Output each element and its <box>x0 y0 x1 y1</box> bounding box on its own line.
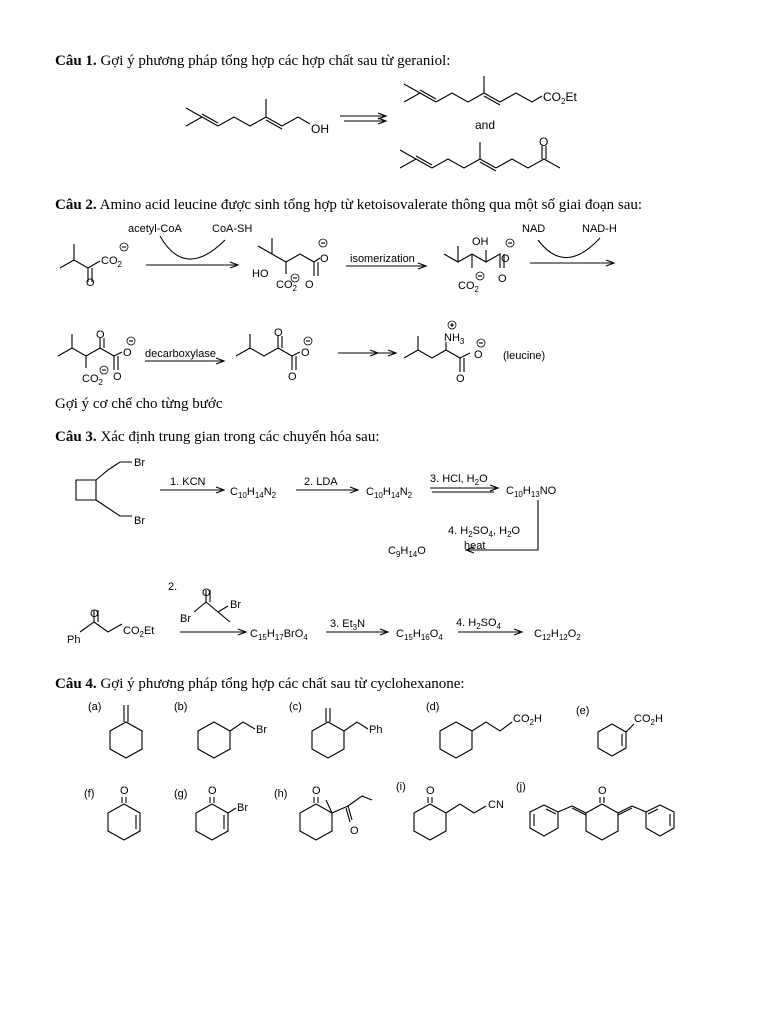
svg-text:O: O <box>456 373 465 385</box>
svg-text:O: O <box>123 347 132 359</box>
svg-text:1. KCN: 1. KCN <box>170 476 206 488</box>
svg-text:(d): (d) <box>426 701 440 713</box>
structure-d <box>426 701 542 758</box>
q4-structures <box>0 700 768 850</box>
svg-text:O: O <box>90 608 99 620</box>
svg-text:(a): (a) <box>88 701 102 713</box>
q3b-scheme <box>0 570 768 660</box>
svg-text:O: O <box>320 253 329 265</box>
svg-text:O: O <box>288 371 297 383</box>
question-2-label: Câu 2. <box>55 197 97 213</box>
svg-text:Br: Br <box>237 802 248 814</box>
q2-mechanism-note: Gợi ý cơ chế cho từng bước <box>55 396 223 412</box>
svg-text:O: O <box>305 279 314 291</box>
svg-text:CO2: $CO_2$ <box>82 373 103 387</box>
question-4-label: Câu 4. <box>55 676 97 692</box>
isomerized-structure <box>444 236 514 294</box>
svg-text:(h): (h) <box>274 788 288 800</box>
question-4-heading <box>55 675 465 693</box>
structure-h <box>274 785 372 840</box>
svg-text:CO2: $CO_2$ <box>276 279 297 293</box>
nad-label: NAD <box>522 223 546 235</box>
q2-arrow-5 <box>338 350 396 356</box>
q2-arrow-1 <box>128 223 252 268</box>
structure-j <box>516 781 674 840</box>
svg-text:O: O <box>426 785 435 797</box>
svg-text:(e): (e) <box>576 705 590 717</box>
coa-sh-label: CoA-SH <box>212 223 253 235</box>
structure-e <box>576 705 663 756</box>
svg-text:O: O <box>301 347 310 359</box>
question-1-heading <box>55 52 450 70</box>
dibromide-structure <box>76 457 145 527</box>
svg-text:O: O <box>350 825 359 837</box>
svg-text:Ph: Ph <box>369 724 383 736</box>
svg-text:Br: Br <box>256 724 267 736</box>
svg-text:O: O <box>498 273 507 285</box>
svg-text:2.: 2. <box>168 581 178 593</box>
q3a-scheme <box>0 452 768 564</box>
svg-text:CN: CN <box>488 799 504 811</box>
q3a-step1 <box>160 476 224 493</box>
svg-text:O: O <box>501 253 510 265</box>
svg-text:O: O <box>113 371 122 383</box>
co2et-label: $CO_2Et$ <box>543 90 577 106</box>
svg-text:O: O <box>598 785 607 797</box>
ketone-o-label: O <box>539 135 549 149</box>
formula-c15h16o4: $C_{15}H_{16}O_4$ <box>396 628 443 642</box>
svg-text:NH3: $NH_3$ <box>444 332 465 346</box>
decarboxylase-label: decarboxylase <box>145 348 216 360</box>
ketoester-structure <box>67 608 154 646</box>
hydroxy-acid-structure <box>252 238 329 293</box>
svg-text:CO2H: $CO_2H$ <box>513 713 542 727</box>
svg-text:CO2Et: $CO_2Et$ <box>123 625 155 639</box>
structure-g <box>174 785 248 840</box>
svg-text:O: O <box>208 785 217 797</box>
svg-text:O: O <box>312 785 321 797</box>
q3a-step2 <box>296 476 358 493</box>
svg-text:(i): (i) <box>396 781 406 793</box>
q3b-step3 <box>326 618 388 635</box>
svg-text:CO2: $CO_2$ <box>101 255 122 269</box>
q2-arrow-2 <box>346 253 426 269</box>
question-3-text: Xác định trung gian trong các chuyển hóa sau: <box>100 429 380 445</box>
svg-text:O: O <box>202 587 211 599</box>
ketoisocaproate-structure <box>236 327 312 383</box>
question-1-label: Câu 1. <box>55 53 97 69</box>
ketone-product-structure <box>400 135 560 171</box>
svg-text:(j): (j) <box>516 781 526 793</box>
question-2-heading <box>55 196 642 214</box>
and-label: and <box>475 118 496 132</box>
svg-text:3. HCl, H2O: 3. HCl, $H_2O$ <box>430 473 488 487</box>
structure-a <box>88 701 142 758</box>
svg-text:4. H2SO4: 4. $H_2SO_4$ <box>456 617 501 631</box>
svg-text:(c): (c) <box>289 701 302 713</box>
q2-arrow-3 <box>522 223 617 266</box>
svg-text:Br: Br <box>230 599 241 611</box>
geraniol-structure <box>186 99 329 136</box>
leucine-label: (leucine) <box>503 350 546 362</box>
oh-label: OH <box>311 122 329 136</box>
question-4-text: Gợi ý phương pháp tổng hợp các chất sau từ cyclohexanone: <box>100 676 465 692</box>
formula-c10h13no: $C_{10}H_{13}NO$ <box>506 485 557 499</box>
svg-text:Br: Br <box>134 457 145 469</box>
question-3-heading <box>55 428 380 446</box>
svg-text:CO2: $CO_2$ <box>458 280 479 294</box>
svg-text:O: O <box>120 785 129 797</box>
formula-c10h14n2-2: $C_{10}H_{14}N_2$ <box>366 486 413 500</box>
svg-text:heat: heat <box>464 540 486 552</box>
question-1-text: Gợi ý phương pháp tổng hợp các hợp chất sau từ geraniol: <box>100 53 451 69</box>
keto-acid-structure <box>58 329 135 387</box>
structure-f <box>84 785 140 840</box>
q2-arrow-4 <box>145 348 224 364</box>
svg-text:3. Et3N: 3. $Et_3N$ <box>330 618 366 632</box>
svg-text:O: O <box>96 329 105 341</box>
ketoisovalerate-structure <box>60 243 128 289</box>
svg-text:HO: HO <box>252 268 269 280</box>
nadh-label: NAD-H <box>582 223 617 235</box>
q3b-step4 <box>456 617 522 635</box>
q1-arrow <box>340 113 386 124</box>
q3a-step3 <box>430 473 498 492</box>
q3b-step2 <box>168 581 246 635</box>
formula-c15h17bro4: $C_{15}H_{17}BrO_4$ <box>250 628 308 642</box>
q2-scheme-row2 <box>0 320 768 390</box>
svg-text:4. H2SO4, H2O: 4. $H_2SO_4$, $H_2O$ <box>448 525 521 539</box>
q2-scheme-row1 <box>0 222 768 297</box>
question-2-text: Amino acid leucine được sinh tổng hợp từ ketoisovalerate thông qua một số giai đoạn sau: <box>99 197 643 213</box>
leucine-structure <box>404 321 545 385</box>
svg-text:OH: OH <box>472 236 489 248</box>
formula-c9h14o: $C_9H_{14}O$ <box>388 545 426 559</box>
isomerization-label: isomerization <box>350 253 415 265</box>
svg-text:O: O <box>86 277 95 289</box>
svg-text:Br: Br <box>180 613 191 625</box>
svg-text:(g): (g) <box>174 788 188 800</box>
svg-text:(f): (f) <box>84 788 95 800</box>
ester-product-structure <box>404 76 577 106</box>
structure-b <box>174 701 267 758</box>
structure-i <box>396 781 504 840</box>
q3a-step4 <box>448 500 538 553</box>
svg-text:O: O <box>474 349 483 361</box>
svg-text:CO2H: $CO_2H$ <box>634 713 663 727</box>
svg-text:2. LDA: 2. LDA <box>304 476 338 488</box>
formula-c12h12o2: $C_{12}H_{12}O_2$ <box>534 628 581 642</box>
svg-text:Ph: Ph <box>67 634 81 646</box>
formula-c10h14n2-1: $C_{10}H_{14}N_2$ <box>230 486 277 500</box>
svg-text:O: O <box>274 327 283 339</box>
acetyl-coa-label: acetyl-CoA <box>128 223 182 235</box>
question-3-label: Câu 3. <box>55 429 97 445</box>
structure-c <box>289 701 382 758</box>
svg-text:Br: Br <box>134 515 145 527</box>
q1-scheme <box>0 75 768 185</box>
svg-text:(b): (b) <box>174 701 188 713</box>
